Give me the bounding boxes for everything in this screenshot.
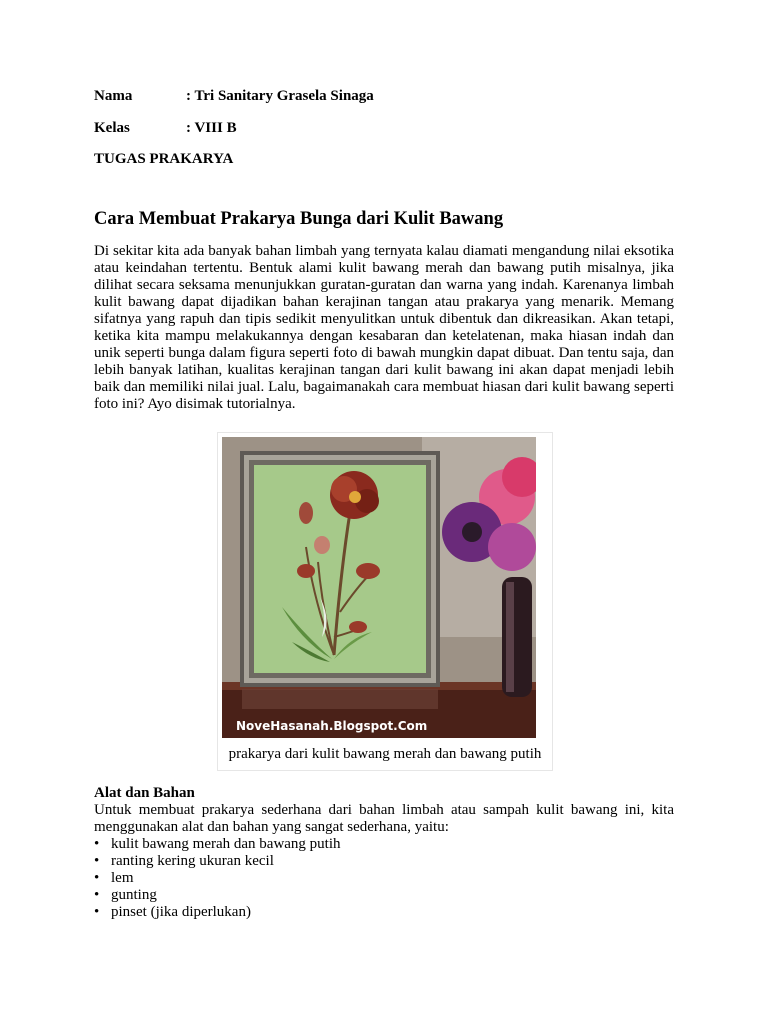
materials-paragraph: Untuk membuat prakarya sederhana dari bahan limbah atau sampah kulit bawang ini, kita menggunakan alat dan bahan yang sangat sederhana, yaitu:: [94, 802, 674, 835]
list-item: • pinset (jika diperlukan): [94, 904, 251, 920]
bullet-icon: •: [94, 853, 100, 869]
photo-watermark: NoveHasanah.Blogspot.Com: [236, 719, 428, 733]
intro-paragraph: Di sekitar kita ada banyak bahan limbah yang ternyata kalau diamati mengandung nilai eksotika atau keindahan tertentu. Bentuk alami kulit bawang merah dan bawang putih misalnya, jika dilihat secara seksama menunjukkan guratan-guratan dan warna yang indah. Karenanya limbah kulit bawang dapat dijadikan bahan kerajinan tangan atau prakarya yang menarik. Memang sifatnya yang rapuh dan tipis sedikit menyulitkan untuk dibentuk dan dikreasikan. Akan tetapi, ketika kita mampu melakukannya dengan kesabaran dan ketelatenan, maka hiasan indah dan unik seperti bunga dalam figura seperti foto di bawah mungkin dapat dibuat. Dan tentu saja, dan lebih banyak latihan, kualitas kerajinan tangan dari kulit bawang ini akan dapat menjadi lebih baik dan memiliki nilai jual. Lalu, bagaimanakah cara membuat hiasan dari kulit bawang seperti foto ini? Ayo disimak tutorialnya.: [94, 243, 674, 412]
figure-caption: prakarya dari kulit bawang merah dan bawang putih: [228, 746, 542, 762]
list-item: • kulit bawang merah dan bawang putih: [94, 836, 341, 852]
list-item: • lem: [94, 870, 134, 886]
class-row: [94, 120, 237, 137]
bullet-icon: •: [94, 870, 100, 886]
article-title: Cara Membuat Prakarya Bunga dari Kulit Bawang: [94, 209, 504, 229]
flower-frame-photo: [222, 437, 536, 738]
name-row: [94, 88, 374, 105]
photo-figure: [217, 432, 553, 771]
name-value: : Tri Sanitary Grasela Sinaga: [186, 88, 374, 104]
bullet-icon: •: [94, 887, 100, 903]
name-label: Nama: [94, 88, 133, 104]
assignment-heading: TUGAS PRAKARYA: [94, 151, 234, 167]
class-value: : VIII B: [186, 120, 237, 136]
bullet-icon: •: [94, 836, 100, 852]
list-item: • ranting kering ukuran kecil: [94, 853, 274, 869]
class-label: Kelas: [94, 120, 130, 136]
bullet-icon: •: [94, 904, 100, 920]
list-item: • gunting: [94, 887, 157, 903]
materials-heading: Alat dan Bahan: [94, 785, 195, 801]
materials-list: [94, 836, 341, 921]
